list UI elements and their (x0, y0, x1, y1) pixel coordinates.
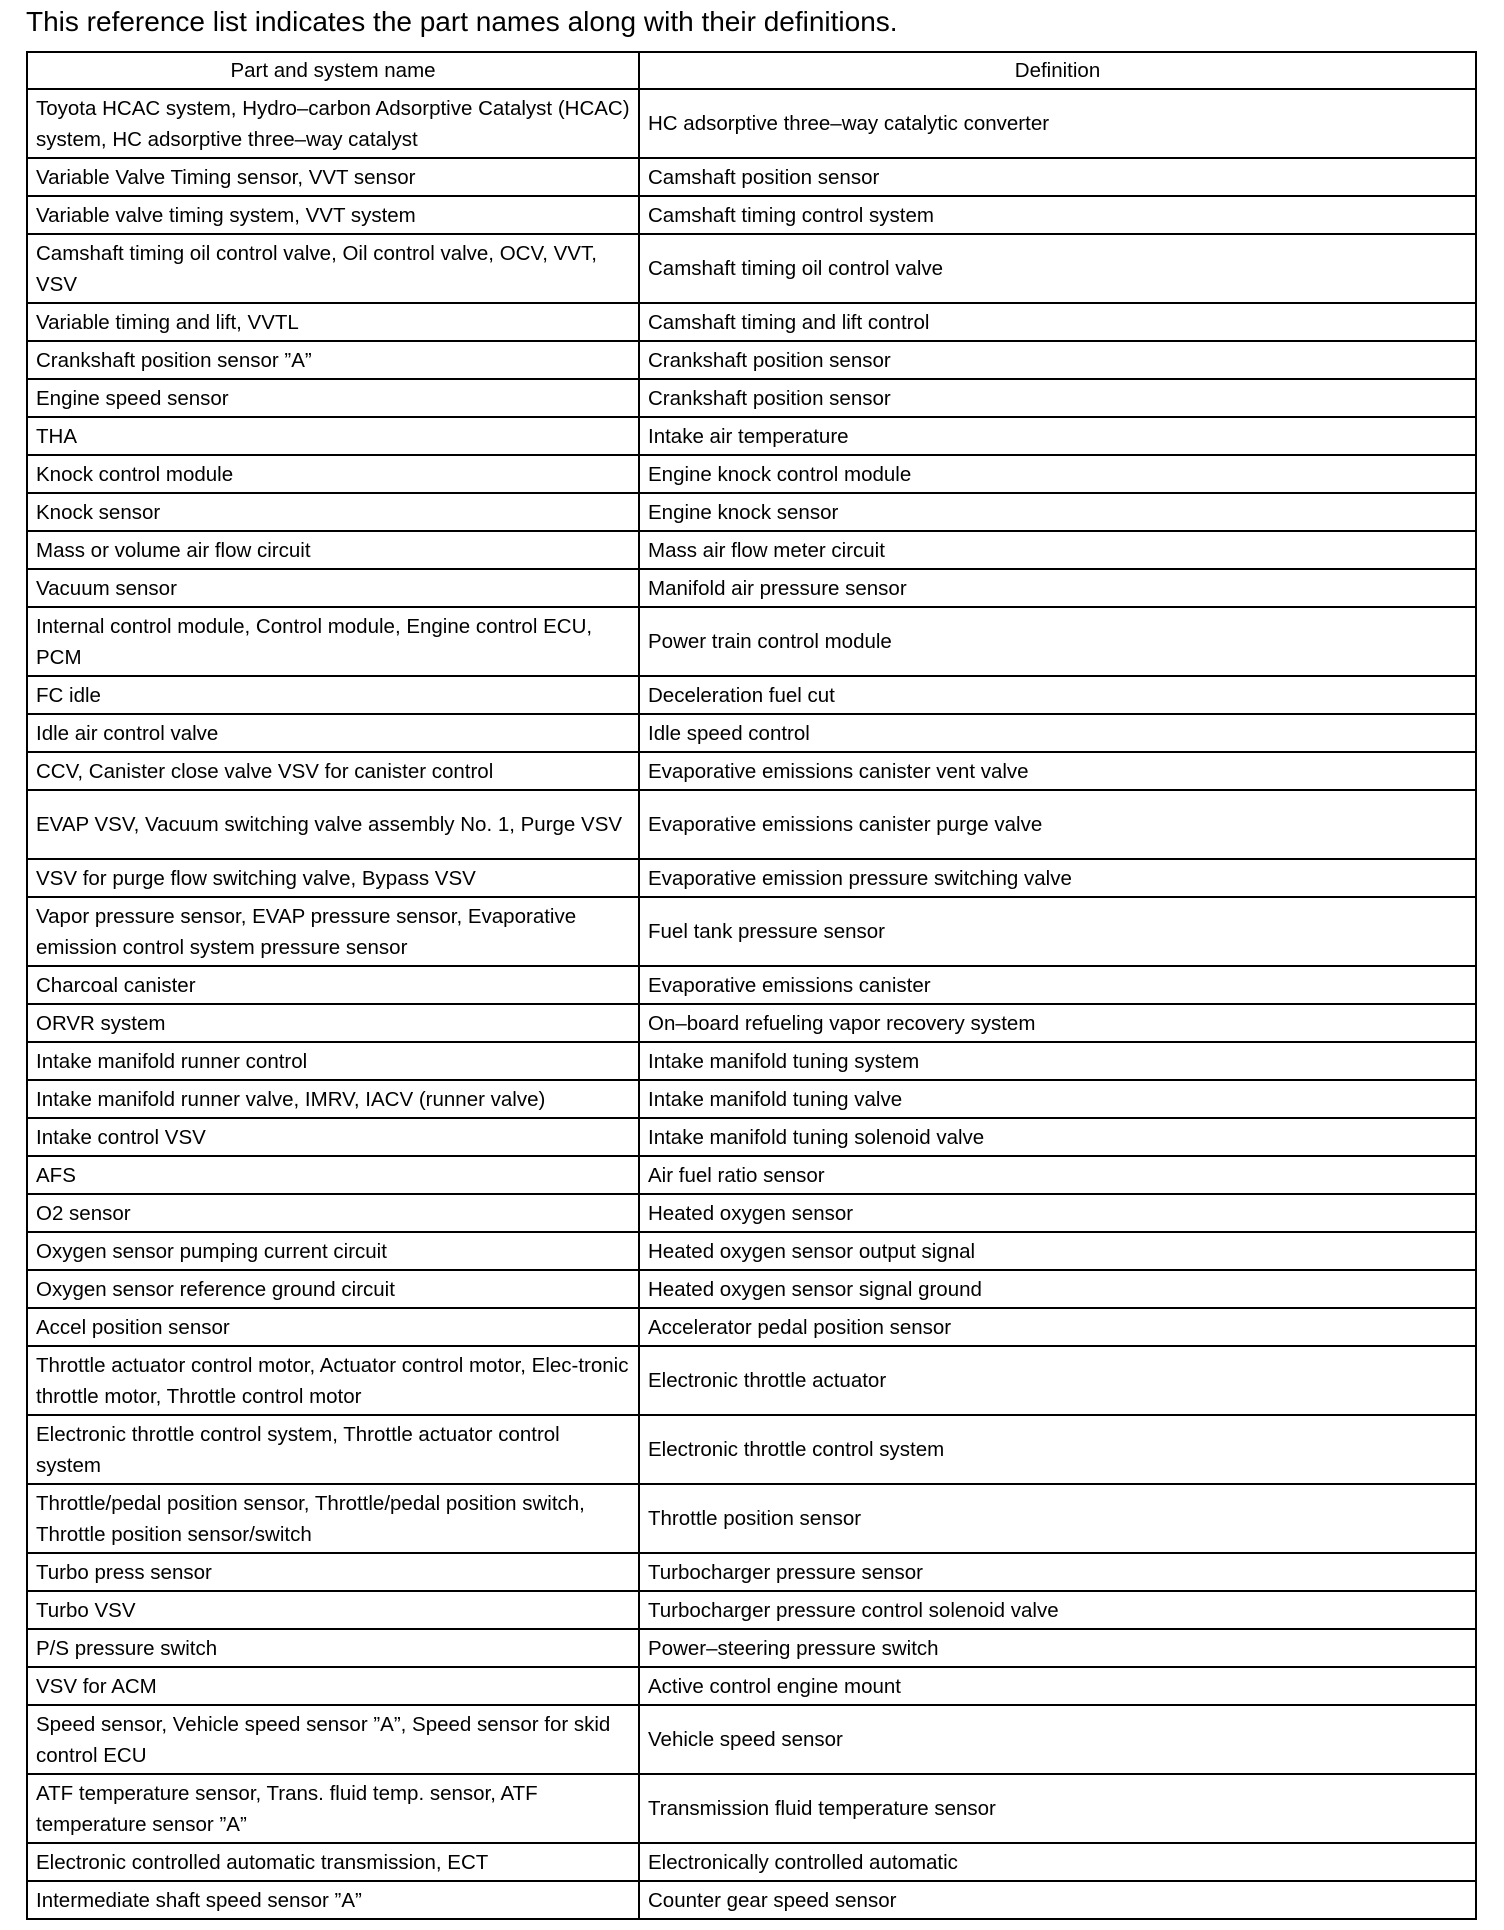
part-name-cell: Variable valve timing system, VVT system (27, 196, 639, 234)
definition-cell: HC adsorptive three–way catalytic converter (639, 89, 1476, 158)
part-name-cell: VSV for ACM (27, 1667, 639, 1705)
table-row (27, 1346, 1476, 1415)
part-name-cell: CCV, Canister close valve VSV for canister control (27, 752, 639, 790)
part-name-cell: Oxygen sensor reference ground circuit (27, 1270, 639, 1308)
table-row (27, 1156, 1476, 1194)
table-row (27, 417, 1476, 455)
definition-cell: On–board refueling vapor recovery system (639, 1004, 1476, 1042)
definition-cell: Electronically controlled automatic (639, 1843, 1476, 1881)
table-row (27, 1080, 1476, 1118)
definition-cell: Idle speed control (639, 714, 1476, 752)
part-name-cell: Knock control module (27, 455, 639, 493)
definition-cell: Evaporative emissions canister (639, 966, 1476, 1004)
definition-cell: Mass air flow meter circuit (639, 531, 1476, 569)
table-row (27, 1308, 1476, 1346)
table-row (27, 752, 1476, 790)
part-name-cell: Throttle/pedal position sensor, Throttle/pedal position switch, Throttle position sensor/switch (27, 1484, 639, 1553)
header-part-name: Part and system name (27, 52, 639, 89)
table-row (27, 1194, 1476, 1232)
table-row (27, 1004, 1476, 1042)
intro-text: This reference list indicates the part names along with their definitions. (26, 6, 898, 37)
table-row (27, 714, 1476, 752)
definition-cell: Active control engine mount (639, 1667, 1476, 1705)
definition-cell: Heated oxygen sensor (639, 1194, 1476, 1232)
part-name-cell: Throttle actuator control motor, Actuator control motor, Elec-tronic throttle motor, Throttle control motor (27, 1346, 639, 1415)
definition-cell: Power train control module (639, 607, 1476, 676)
definition-cell: Turbocharger pressure control solenoid valve (639, 1591, 1476, 1629)
definition-cell: Power–steering pressure switch (639, 1629, 1476, 1667)
part-name-cell: Intake control VSV (27, 1118, 639, 1156)
table-row (27, 158, 1476, 196)
part-name-cell: VSV for purge flow switching valve, Bypass VSV (27, 859, 639, 897)
part-name-cell: P/S pressure switch (27, 1629, 639, 1667)
part-name-cell: Variable timing and lift, VVTL (27, 303, 639, 341)
part-name-cell: ORVR system (27, 1004, 639, 1042)
part-name-cell: O2 sensor (27, 1194, 639, 1232)
part-name-cell: Electronic throttle control system, Throttle actuator control system (27, 1415, 639, 1484)
table-row (27, 1774, 1476, 1843)
table-row (27, 531, 1476, 569)
definition-cell: Manifold air pressure sensor (639, 569, 1476, 607)
definition-cell: Intake manifold tuning solenoid valve (639, 1118, 1476, 1156)
part-name-cell: Accel position sensor (27, 1308, 639, 1346)
table-row (27, 1118, 1476, 1156)
definition-cell: Camshaft timing control system (639, 196, 1476, 234)
definition-cell: Camshaft position sensor (639, 158, 1476, 196)
definition-cell: Electronic throttle actuator (639, 1346, 1476, 1415)
table-row (27, 1629, 1476, 1667)
table-row (27, 1042, 1476, 1080)
definition-cell: Evaporative emission pressure switching valve (639, 859, 1476, 897)
table-row (27, 1484, 1476, 1553)
definition-cell: Transmission fluid temperature sensor (639, 1774, 1476, 1843)
part-name-cell: Charcoal canister (27, 966, 639, 1004)
table-row (27, 1667, 1476, 1705)
definition-cell: Vehicle speed sensor (639, 1705, 1476, 1774)
part-name-cell: ATF temperature sensor, Trans. fluid temp. sensor, ATF temperature sensor ”A” (27, 1774, 639, 1843)
table-row (27, 1591, 1476, 1629)
definition-cell: Evaporative emissions canister purge valve (639, 790, 1476, 859)
reference-table (26, 51, 1477, 1920)
definition-cell: Crankshaft position sensor (639, 341, 1476, 379)
part-name-cell: Crankshaft position sensor ”A” (27, 341, 639, 379)
definition-cell: Engine knock control module (639, 455, 1476, 493)
definition-cell: Camshaft timing and lift control (639, 303, 1476, 341)
part-name-cell: Knock sensor (27, 493, 639, 531)
table-row (27, 341, 1476, 379)
part-name-cell: EVAP VSV, Vacuum switching valve assembly No. 1, Purge VSV (27, 790, 639, 859)
table-row (27, 1270, 1476, 1308)
definition-cell: Intake manifold tuning system (639, 1042, 1476, 1080)
part-name-cell: Variable Valve Timing sensor, VVT sensor (27, 158, 639, 196)
definition-cell: Electronic throttle control system (639, 1415, 1476, 1484)
table-row (27, 1881, 1476, 1919)
table-row (27, 790, 1476, 859)
part-name-cell: AFS (27, 1156, 639, 1194)
part-name-cell: Oxygen sensor pumping current circuit (27, 1232, 639, 1270)
table-row (27, 966, 1476, 1004)
part-name-cell: Turbo VSV (27, 1591, 639, 1629)
part-name-cell: Camshaft timing oil control valve, Oil control valve, OCV, VVT, VSV (27, 234, 639, 303)
part-name-cell: Vapor pressure sensor, EVAP pressure sensor, Evaporative emission control system pressure sensor (27, 897, 639, 966)
definition-cell: Crankshaft position sensor (639, 379, 1476, 417)
table-row (27, 569, 1476, 607)
definition-cell: Air fuel ratio sensor (639, 1156, 1476, 1194)
definition-cell: Accelerator pedal position sensor (639, 1308, 1476, 1346)
definition-cell: Evaporative emissions canister vent valve (639, 752, 1476, 790)
definition-cell: Counter gear speed sensor (639, 1881, 1476, 1919)
table-row (27, 1415, 1476, 1484)
table-header-row (27, 52, 1476, 89)
table-row (27, 89, 1476, 158)
definition-cell: Intake air temperature (639, 417, 1476, 455)
table-row (27, 676, 1476, 714)
definition-cell: Fuel tank pressure sensor (639, 897, 1476, 966)
definition-cell: Deceleration fuel cut (639, 676, 1476, 714)
table-row (27, 607, 1476, 676)
part-name-cell: Intermediate shaft speed sensor ”A” (27, 1881, 639, 1919)
part-name-cell: Mass or volume air flow circuit (27, 531, 639, 569)
table-row (27, 1843, 1476, 1881)
part-name-cell: Intake manifold runner valve, IMRV, IACV (runner valve) (27, 1080, 639, 1118)
table-row (27, 196, 1476, 234)
table-row (27, 493, 1476, 531)
part-name-cell: Turbo press sensor (27, 1553, 639, 1591)
table-row (27, 897, 1476, 966)
definition-cell: Engine knock sensor (639, 493, 1476, 531)
part-name-cell: Speed sensor, Vehicle speed sensor ”A”, Speed sensor for skid control ECU (27, 1705, 639, 1774)
definition-cell: Throttle position sensor (639, 1484, 1476, 1553)
part-name-cell: THA (27, 417, 639, 455)
part-name-cell: FC idle (27, 676, 639, 714)
table-row (27, 1705, 1476, 1774)
part-name-cell: Internal control module, Control module, Engine control ECU, PCM (27, 607, 639, 676)
definition-cell: Intake manifold tuning valve (639, 1080, 1476, 1118)
part-name-cell: Engine speed sensor (27, 379, 639, 417)
table-row (27, 859, 1476, 897)
part-name-cell: Idle air control valve (27, 714, 639, 752)
table-row (27, 1232, 1476, 1270)
table-row (27, 234, 1476, 303)
part-name-cell: Intake manifold runner control (27, 1042, 639, 1080)
table-row (27, 303, 1476, 341)
definition-cell: Camshaft timing oil control valve (639, 234, 1476, 303)
header-definition: Definition (639, 52, 1476, 89)
part-name-cell: Electronic controlled automatic transmission, ECT (27, 1843, 639, 1881)
part-name-cell: Toyota HCAC system, Hydro–carbon Adsorptive Catalyst (HCAC) system, HC adsorptive three–way catalyst (27, 89, 639, 158)
table-row (27, 455, 1476, 493)
part-name-cell: Vacuum sensor (27, 569, 639, 607)
definition-cell: Heated oxygen sensor output signal (639, 1232, 1476, 1270)
definition-cell: Turbocharger pressure sensor (639, 1553, 1476, 1591)
definition-cell: Heated oxygen sensor signal ground (639, 1270, 1476, 1308)
table-row (27, 1553, 1476, 1591)
table-row (27, 379, 1476, 417)
